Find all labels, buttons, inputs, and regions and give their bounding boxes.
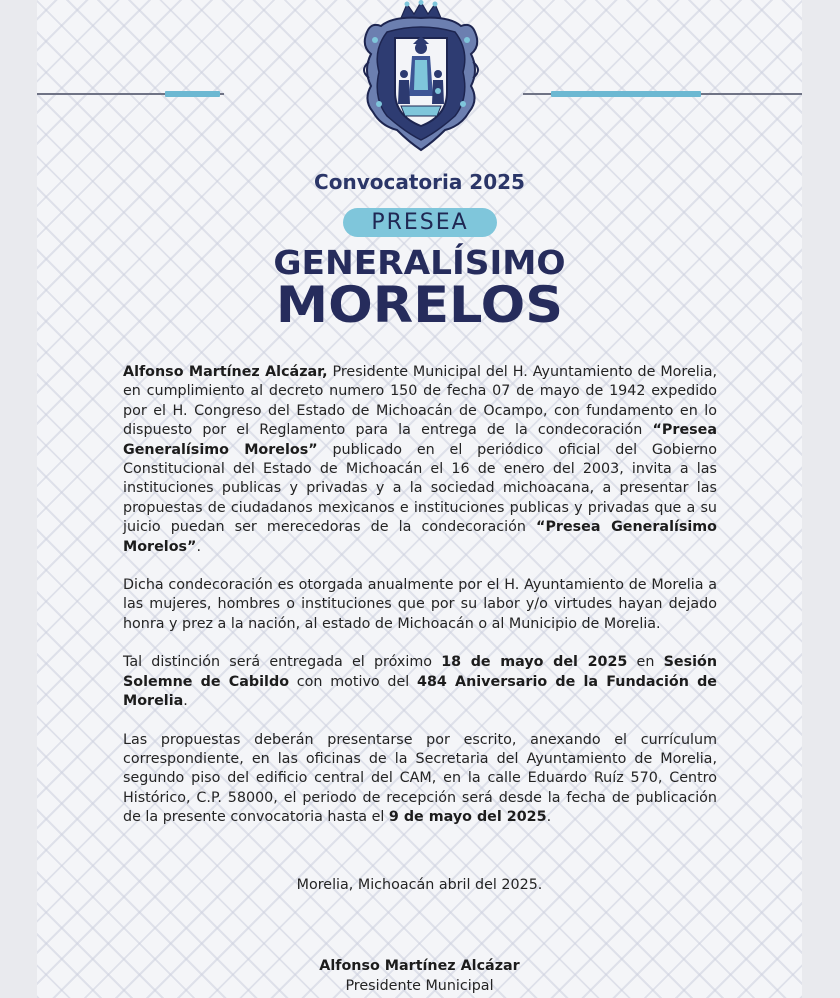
document-page [37,0,802,998]
paragraph-text: . [546,809,552,826]
award-name-emphasis: “Presea Generalísimo Morelos” [123,422,717,458]
paragraph-text: Las propuestas deberán presentarse por escrito, anexando el currículum correspondiente, en las oficinas de la Secretaria del Ayuntamiento de Morelia, segundo piso del edificio central del CAM, en la calle Eduardo Ruíz 570, Centro Histórico, C.P. 58000, el periodo de recepción será desde la fecha de publicación de la presente convocatoria hasta el [123,731,717,826]
morelia-coat-of-arms-emblem [357,0,485,152]
ceremony-date: 18 de mayo del 2025 [441,654,628,671]
paragraph-submission [123,731,717,828]
paragraph-text: . [196,538,201,555]
paragraph-text: con motivo del [289,673,418,690]
paragraph-text: Tal distinción será entregada el próximo [123,654,442,671]
award-name-emphasis: “Presea Generalísimo Morelos” [123,519,718,555]
award-title-line2: MORELOS [275,276,564,334]
presea-badge [343,208,497,237]
announcement-body [123,363,717,847]
call-title: Convocatoria 2025 [314,170,525,194]
signatory-title: Presidente Municipal [345,978,494,994]
paragraph-invitation [123,363,717,557]
anniversary-name: 484 Aniversario de la Fundación de Morelia [123,673,718,710]
paragraph-description: Dicha condecoración es otorgada anualmente por el H. Ayuntamiento de Morelia a las mujeres, hombres o instituciones que por su labor y/o virtudes hayan dejado honra y prez a la nación, al estado de Michoacán o al Municipio de Morelia. [123,577,717,632]
deadline-date: 9 de mayo del 2025 [388,809,547,826]
header-rule-accent-right [551,91,701,97]
signatory-name: Alfonso Martínez Alcázar [319,958,520,974]
issuer-name: Alfonso Martínez Alcázar, [123,364,328,380]
paragraph-text: publicado en el periódico oficial del Gobierno Constitucional del Estado de Michoacán el 16 de enero del 2003, invita a las instituciones publicas y privadas y a la sociedad michoacana, a presentar las propuestas de ciudadanos mexicanos e instituciones publicas y privadas que a su juicio puedan ser merecedoras de la condecoración [123,441,717,536]
paragraph-text: en [627,654,664,671]
paragraph-text: . [183,693,188,710]
presea-label: PRESEA [371,210,469,235]
header-rule-accent-left [165,91,220,97]
ceremony-session: Sesión Solemne de Cabildo [123,654,717,690]
place-and-date: Morelia, Michoacán abril del 2025. [296,877,543,893]
award-title-line1: GENERALÍSIMO [273,243,566,282]
paragraph-ceremony [123,653,717,711]
paragraph-text: Presidente Municipal del H. Ayuntamiento de Morelia, en cumplimiento al decreto numero 150 de fecha 07 de mayo de 1942 expedido por el H. Congreso del Estado de Michoacán de Ocampo, con fundamento en lo dispuesto por el Reglamento para la entrega de la condecoración [123,364,718,439]
